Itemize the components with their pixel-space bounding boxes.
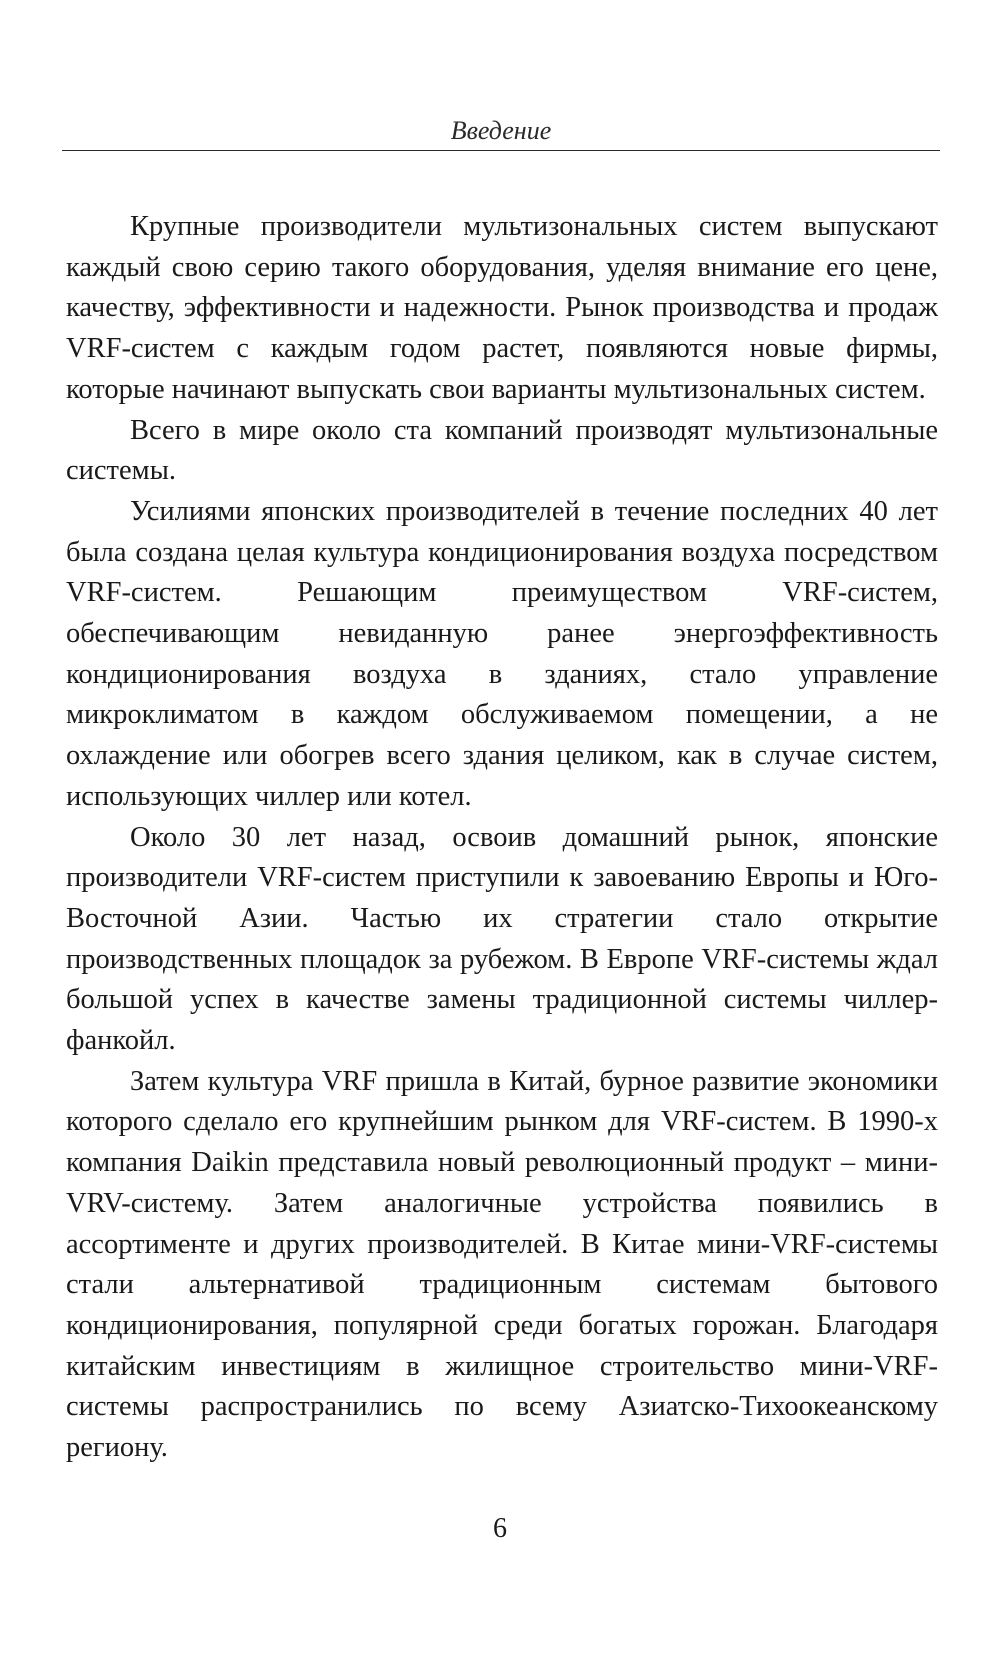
paragraph: Усилиями японских производителей в течение последних 40 лет была создана целая культура кондиционирования воздуха посредством VRF-систем. Решающим преимуществом VRF-систем, обеспечивающим невиданную ранее энергоэффективность кондиционирования воздуха в зданиях, стало управление микроклиматом в каждом обслуживаемом помещении, а не охлаждение или обогрев всего здания целиком, как в случае систем, использующих чиллер или котел.: [66, 495, 938, 812]
running-header: Введение: [450, 116, 552, 145]
header-divider: [62, 150, 940, 151]
paragraph: Крупные производители мультизональных систем выпускают каждый свою серию такого оборудования, уделяя внимание его цене, качеству, эффективности и надежности. Рынок производства и продаж VRF-систем с каждым годом растет, появляются новые фирмы, которые начинают выпускать свои варианты мультизональных систем.: [66, 211, 938, 405]
page-number: 6: [493, 1513, 507, 1544]
main-text: [66, 207, 938, 1469]
paragraph: Около 30 лет назад, освоив домашний рынок, японские производители VRF-систем приступили к завоеванию Европы и Юго-Восточной Азии. Частью их стратегии стало открытие производственных площадок за рубежом. В Европе VRF-системы ждал большой успех в качестве замены традиционной системы чиллер-фанкойл.: [66, 821, 938, 1057]
paragraph: Затем культура VRF пришла в Китай, бурное развитие экономики которого сделало его крупнейшим рынком для VRF-систем. В 1990-х компания Daikin представила новый революционный продукт – мини-VRV-систему. Затем аналогичные устройства появились в ассортименте и других производителей. В Китае мини-VRF-системы стали альтернативой традиционным системам бытового кондиционирования, популярной среди богатых горожан. Благодаря китайским инвестициям в жилищное строительство мини-VRF-системы распространились по всему Азиатско-Тихоокеанскому региону.: [66, 1065, 938, 1464]
paragraph: Всего в мире около ста компаний производят мультизональные системы.: [66, 414, 938, 487]
